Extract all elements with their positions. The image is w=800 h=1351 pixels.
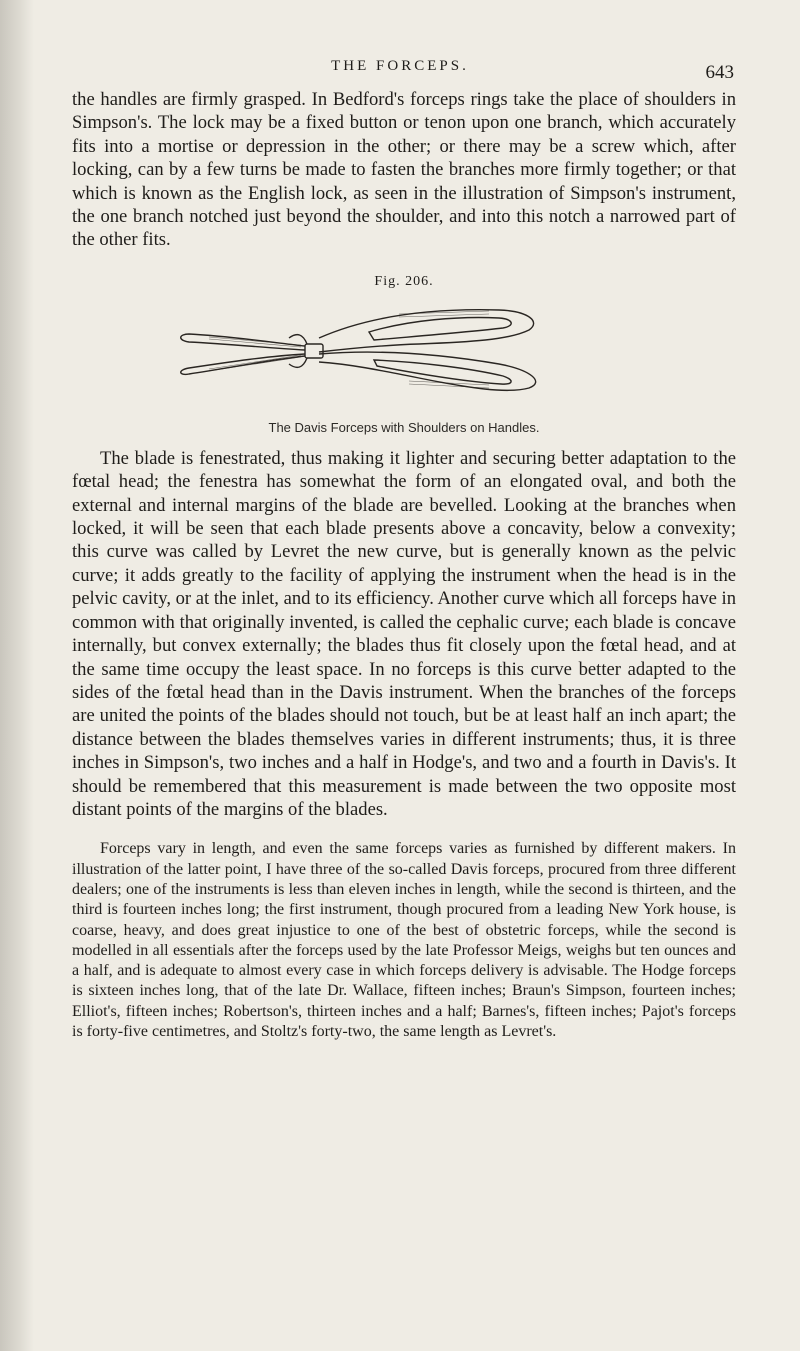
forceps-illustration-icon: [169, 298, 639, 410]
figure-label: Fig. 206.: [374, 273, 434, 289]
page-header: [0, 58, 800, 88]
page-content: [72, 88, 736, 1042]
paragraph-continuation: the handles are firmly grasped. In Bedford's forceps rings take the place of shoulders in Simpson's. The lock may be a fixed button or tenon upon one branch, which accurately fits into a mortise or depression in the other; or there may be a screw which, after locking, can by a few turns be made to fasten the branches more firmly together; or that which is known as the English lock, as seen in the illustration of Simpson's instrument, the one branch notched just beyond the shoulder, and into this notch a narrowed part of the other fits.: [72, 89, 736, 251]
figure-206: [72, 274, 736, 435]
figure-caption: The Davis Forceps with Shoulders on Handles.: [268, 419, 540, 435]
paragraph-blade-description: The blade is fenestrated, thus making it lighter and securing better adaptation to the fœtal head; the fenestra has somewhat the form of an elongated oval, and both the external and internal margins of the blade are bevelled. Looking at the branches when locked, it will be seen that each blade presents above a concavity, below a convexity; this curve was called by Levret the new curve, but is generally known as the pelvic curve; it adds greatly to the facility of applying the instrument when the head is in the pelvic cavity, or at the inlet, and to its efficiency. Another curve which all forceps have in common with that originally invented, is called the cephalic curve; each blade is concave internally, but convex externally; the blades thus fit closely upon the fœtal head, and at the same time occupy the least space. In no forceps is this curve better adapted to the sides of the fœtal head than in the Davis instrument. When the branches of the forceps are united the points of the blades should not touch, but be at least half an inch apart; the distance between the blades themselves varies in different instruments; thus, it is three inches in Simpson's, two inches and a half in Hodge's, and two and a fourth in Davis's. It should be remembered that this measurement is made between the two opposite most distant points of the margins of the blades.: [72, 447, 736, 820]
page-number: 643: [705, 62, 734, 83]
running-head: THE FORCEPS.: [331, 58, 469, 74]
page-binding-edge: [0, 0, 34, 1351]
paragraph-forceps-length: Forceps vary in length, and even the same forceps varies as furnished by different makers. In illustration of the latter point, I have three of the so-called Davis forceps, procured from three different dealers; one of the instruments is less than eleven inches in length, while the second is thirteen, and the third is fourteen inches long; the first instrument, though procured from a leading New York house, is coarse, heavy, and does great injustice to one of the best of obstetric forceps, while the second is modelled in all essentials after the forceps used by the late Professor Meigs, weighs but ten ounces and a half, and is adequate to almost every case in which forceps delivery is advisable. The Hodge forceps is sixteen inches long, that of the late Dr. Wallace, fifteen inches; Braun's Simpson, fourteen inches; Elliot's, fifteen inches; Robertson's, thirteen inches and a half; Barnes's, fifteen inches; Pajot's forceps is forty-five centimetres, and Stoltz's forty-two, the same length as Levret's.: [72, 840, 736, 1041]
